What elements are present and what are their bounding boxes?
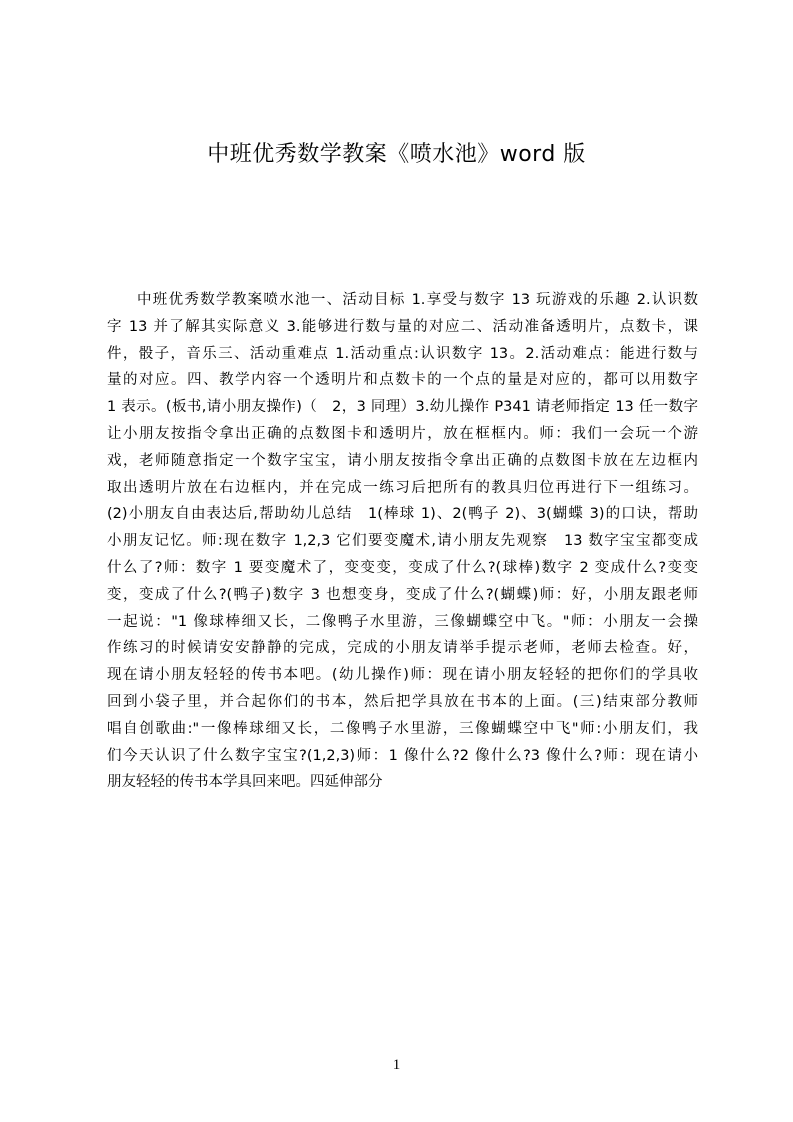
body-line: 唱自创歌曲:"一像棒球细又长，二像鸭子水里游，三像蝴蝶空中飞"师:小朋友们，我 [107,720,698,737]
body-line: 朋友轻轻的传书本学具回来吧。四延伸部分 [107,774,383,791]
page-number: 1 [392,1057,401,1073]
body-line: 一起说："1 像球棒细又长，二像鸭子水里游，三像蝴蝶空中飞。"师：小朋友一会操 [107,613,698,630]
body-line: 作练习的时候请安安静静的完成，完成的小朋友请举手提示老师，老师去检查。好， [107,640,698,657]
body-line: 1 表示。(板书,请小朋友操作)（ 2，3 同理）3.幼儿操作 P341 请老师指定 13 任一数字 [107,399,698,416]
document-title: 中班优秀数学教案《喷水池》word 版 [207,142,586,167]
body-line: 小朋友记忆。师:现在数字 1,2,3 它们要变魔术,请小朋友先观察 13 数字宝宝都变成 [107,533,698,550]
body-line: 回到小袋子里，并合起你们的书本，然后把学具放在书本的上面。(三)结束部分教师 [107,693,698,710]
body-line: 们今天认识了什么数字宝宝?(1,2,3)师：1 像什么?2 像什么?3 像什么?师：现在请小 [107,747,698,764]
body-line: 字 13 并了解其实际意义 3.能够进行数与量的对应二、活动准备透明片，点数卡，课 [107,318,698,335]
body-line: 戏，老师随意指定一个数字宝宝，请小朋友按指令拿出正确的点数图卡放在左边框内 [107,452,698,469]
body-line: 让小朋友按指令拿出正确的点数图卡和透明片，放在框框内。师：我们一会玩一个游 [107,425,698,442]
body-line: 中班优秀数学教案喷水池一、活动目标 1.享受与数字 13 玩游戏的乐趣 2.认识数 [137,292,698,308]
body-line: 取出透明片放在右边框内，并在完成一练习后把所有的教具归位再进行下一组练习。 [107,479,698,496]
body-line: (2)小朋友自由表达后,帮助幼儿总结 1(棒球 1)、2(鸭子 2)、3(蝴蝶 3)的口诀，帮助 [107,506,698,523]
body-line: 变，变成了什么?(鸭子)数字 3 也想变身，变成了什么?(蝴蝶)师：好，小朋友跟老师 [107,586,698,603]
body-line: 什么了?师：数字 1 要变魔术了，变变变，变成了什么?(球棒)数字 2 变成什么?变变 [107,559,698,576]
document-body [107,287,698,807]
body-line: 现在请小朋友轻轻的传书本吧。(幼儿操作)师：现在请小朋友轻轻的把你们的学具收 [107,667,698,684]
body-line: 件，骰子，音乐三、活动重难点 1.活动重点:认识数字 13。2.活动难点：能进行数与 [107,345,698,362]
body-line: 量的对应。四、教学内容一个透明片和点数卡的一个点的量是对应的，都可以用数字 [107,372,698,389]
